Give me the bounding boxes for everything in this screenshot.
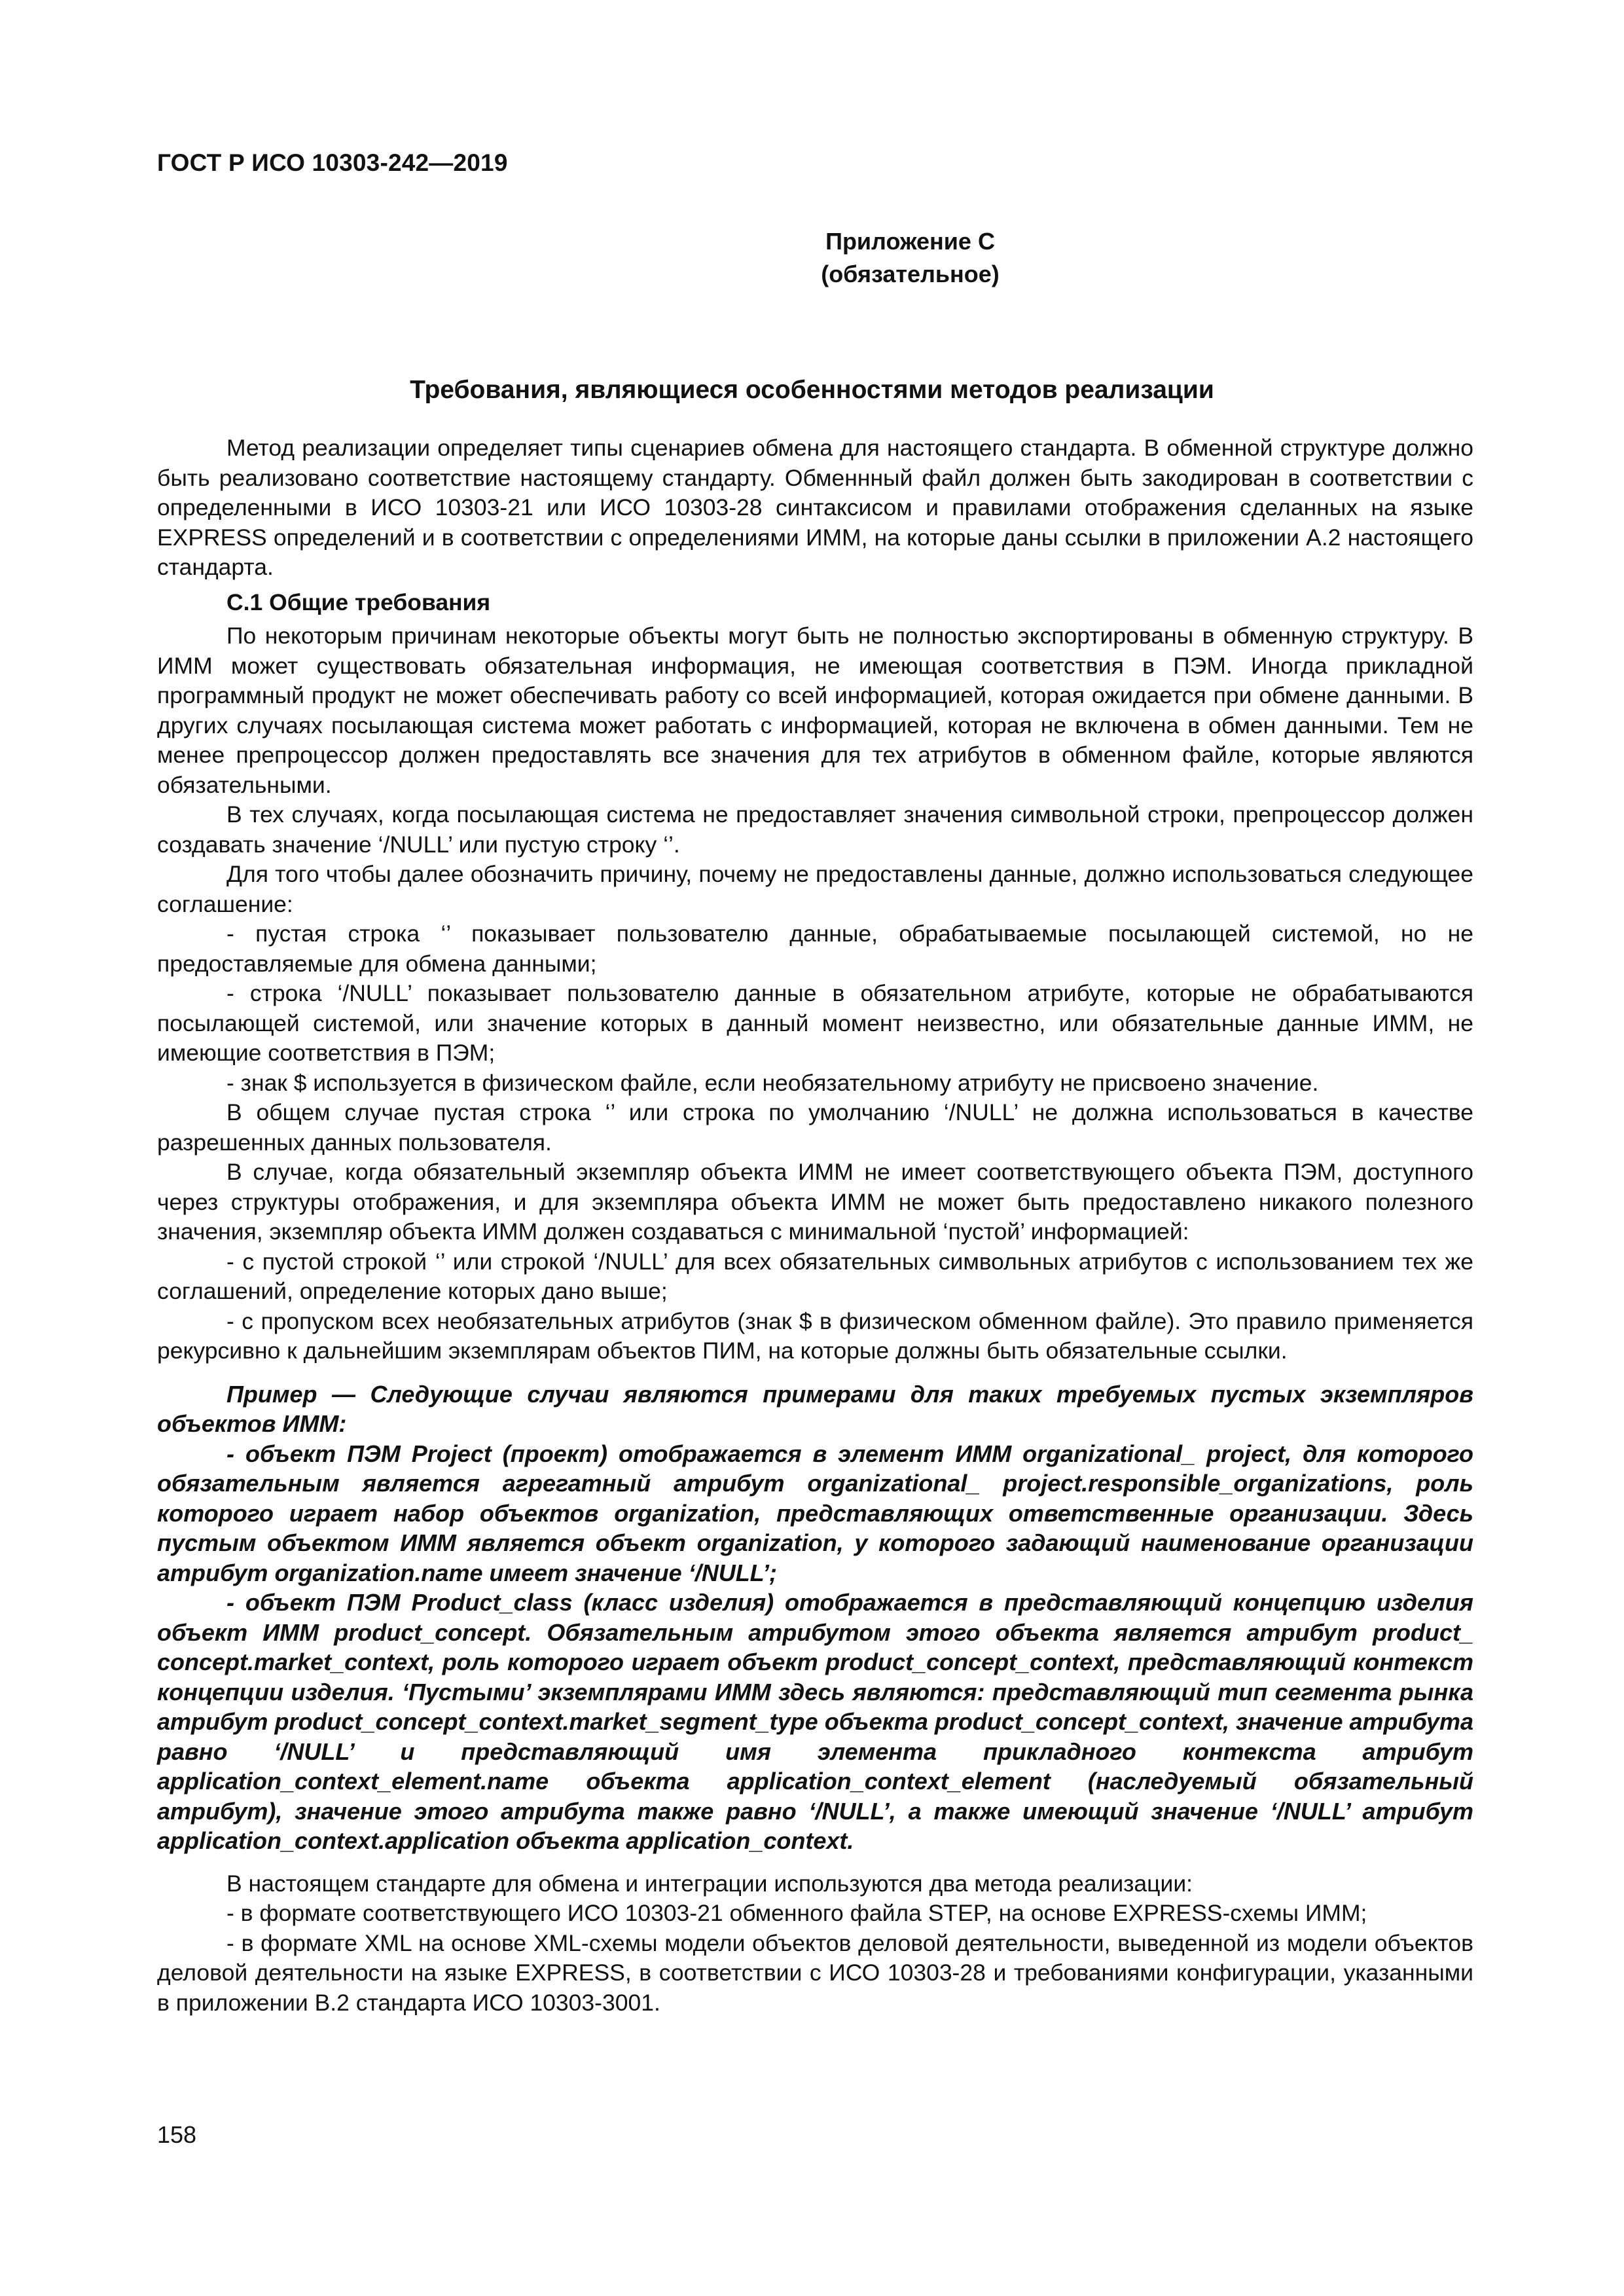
appendix-title: Приложение С — [825, 228, 995, 255]
section-paragraph: В случае, когда обязательный экземпляр объекта ИММ не имеет соответствующего объекта ПЭМ, доступного через структуры отображения, и для экземпляра объекта ИММ не может быть предоставлено никакого полезного значения, экземпляр объекта ИММ должен создаваться с минимальной ‘пустой’ информацией: — [157, 1159, 1473, 1245]
section-list-item: - с пустой строкой ‘’ или строкой ‘/NULL’ для всех обязательных символьных атрибутов с использованием тех же соглашений, определение которых дано выше; — [157, 1248, 1473, 1304]
section-heading: С.1 Общие требования — [226, 589, 491, 615]
page-title: Требования, являющиеся особенностями методов реализации — [410, 376, 1214, 404]
section-paragraph: Для того чтобы далее обозначить причину, почему не предоставлены данные, должно использоваться следующее соглашение: — [157, 861, 1473, 917]
document-body — [157, 433, 1473, 2018]
standard-header: ГОСТ Р ИСО 10303-242—2019 — [157, 149, 508, 176]
example-block — [157, 1379, 1473, 1856]
section-list-item: - строка ‘/NULL’ показывает пользователю данные в обязательном атрибуте, которые не обрабатываются посылающей системой, или значение которых в данный момент неизвестно, или обязательные данные ИММ, не имеющие соответствия в ПЭМ; — [157, 980, 1473, 1066]
example-intro: Пример — Следующие случаи являются примерами для таких требуемых пустых экземпляров объектов ИММ: — [157, 1380, 1473, 1437]
closing-paragraph: В настоящем стандарте для обмена и интеграции используются два метода реализации: — [226, 1870, 1193, 1897]
appendix-status: (обязательное) — [821, 261, 1000, 287]
section-list-item: - пустая строка ‘’ показывает пользователю данные, обрабатываемые посылающей системой, но не предоставляемые для обмена данными; — [157, 920, 1473, 977]
section-list-item: - знак $ используется в физическом файле, если необязательному атрибуту не присвоено значение. — [226, 1069, 1319, 1096]
example-item: - объект ПЭМ Product_class (класс изделия) отображается в представляющий концепцию изделия объект ИММ product_concept. Обязательным атрибутом этого объекта является атрибут product_ concept.market_context, роль которого играет объект product_concept_context, представляющий контекст концепции изделия. ‘Пустыми’ экземплярами ИММ здесь являются: представляющий тип сегмента рынка атрибут product_concept_context.market_segment_type объекта product_concept_context, значение атрибута равно ‘/NULL’ и представляющий имя элемента прикладного контекста атрибут application_context_element.name объекта application_context_element (наследуемый обязательный атрибут), значение этого атрибута также равно ‘/NULL’, а также имеющий значение ‘/NULL’ атрибут application_context.application объекта application_context. — [157, 1589, 1473, 1854]
intro-paragraph: Метод реализации определяет типы сценариев обмена для настоящего стандарта. В обменной структуре должно быть реализовано соответствие настоящему стандарту. Обменнный файл должен быть закодирован в соответствии с определенными в ИСО 10303-21 или ИСО 10303-28 синтаксисом и правилами отображения сделанных на языке EXPRESS определений и в соответствии с определениями ИММ, на которые даны ссылки в приложении А.2 настоящего стандарта. — [157, 435, 1473, 580]
section-list-item: - с пропуском всех необязательных атрибутов (знак $ в физическом обменном файле). Это правило применяется рекурсивно к дальнейшим экземплярам объектов ПИМ, на которые должны быть обязательные ссылки. — [157, 1307, 1473, 1364]
closing-list-item: - в формате XML на основе XML-схемы модели объектов деловой деятельности, выведенной из модели объектов деловой деятельности на языке EXPRESS, в соответствии с ИСО 10303-28 и требованиями конфигурации, указанными в приложении В.2 стандарта ИСО 10303-3001. — [157, 1929, 1473, 2016]
closing-list-item: - в формате соответствующего ИСО 10303-21 обменного файла STEP, на основе EXPRESS-схемы ИММ; — [226, 1900, 1367, 1926]
example-item: - объект ПЭМ Project (проект) отображается в элемент ИММ organizational_ project, для которого обязательным является агрегатный атрибут organizational_ project.responsible_organizations, роль которого играет набор объектов organization, представляющих ответственные организации. Здесь пустым объектом ИММ является объект organization, у которого задающий наименование организации атрибут organization.name имеет значение ‘/NULL’; — [157, 1440, 1473, 1586]
section-paragraph: В общем случае пустая строка ‘’ или строка по умолчанию ‘/NULL’ не должна использоваться в качестве разрешенных данных пользователя. — [157, 1099, 1473, 1156]
section-paragraph: По некоторым причинам некоторые объекты могут быть не полностью экспортированы в обменную структуру. В ИММ может существовать обязательная информация, не имеющая соответствия в ПЭМ. Иногда прикладной программный продукт не может обеспечивать работу со всей информацией, которая ожидается при обмене данными. В других случаях посылающая система может работать с информацией, которая не включена в обмен данными. Тем не менее препроцессор должен предоставлять все значения для тех атрибутов в обменном файле, которые являются обязательными. — [157, 623, 1473, 798]
appendix-heading — [0, 225, 1624, 291]
page-number: 158 — [157, 2121, 197, 2148]
section-paragraph: В тех случаях, когда посылающая система не предоставляет значения символьной строки, препроцессор должен создавать значение ‘/NULL’ или пустую строку ‘’. — [157, 801, 1473, 858]
